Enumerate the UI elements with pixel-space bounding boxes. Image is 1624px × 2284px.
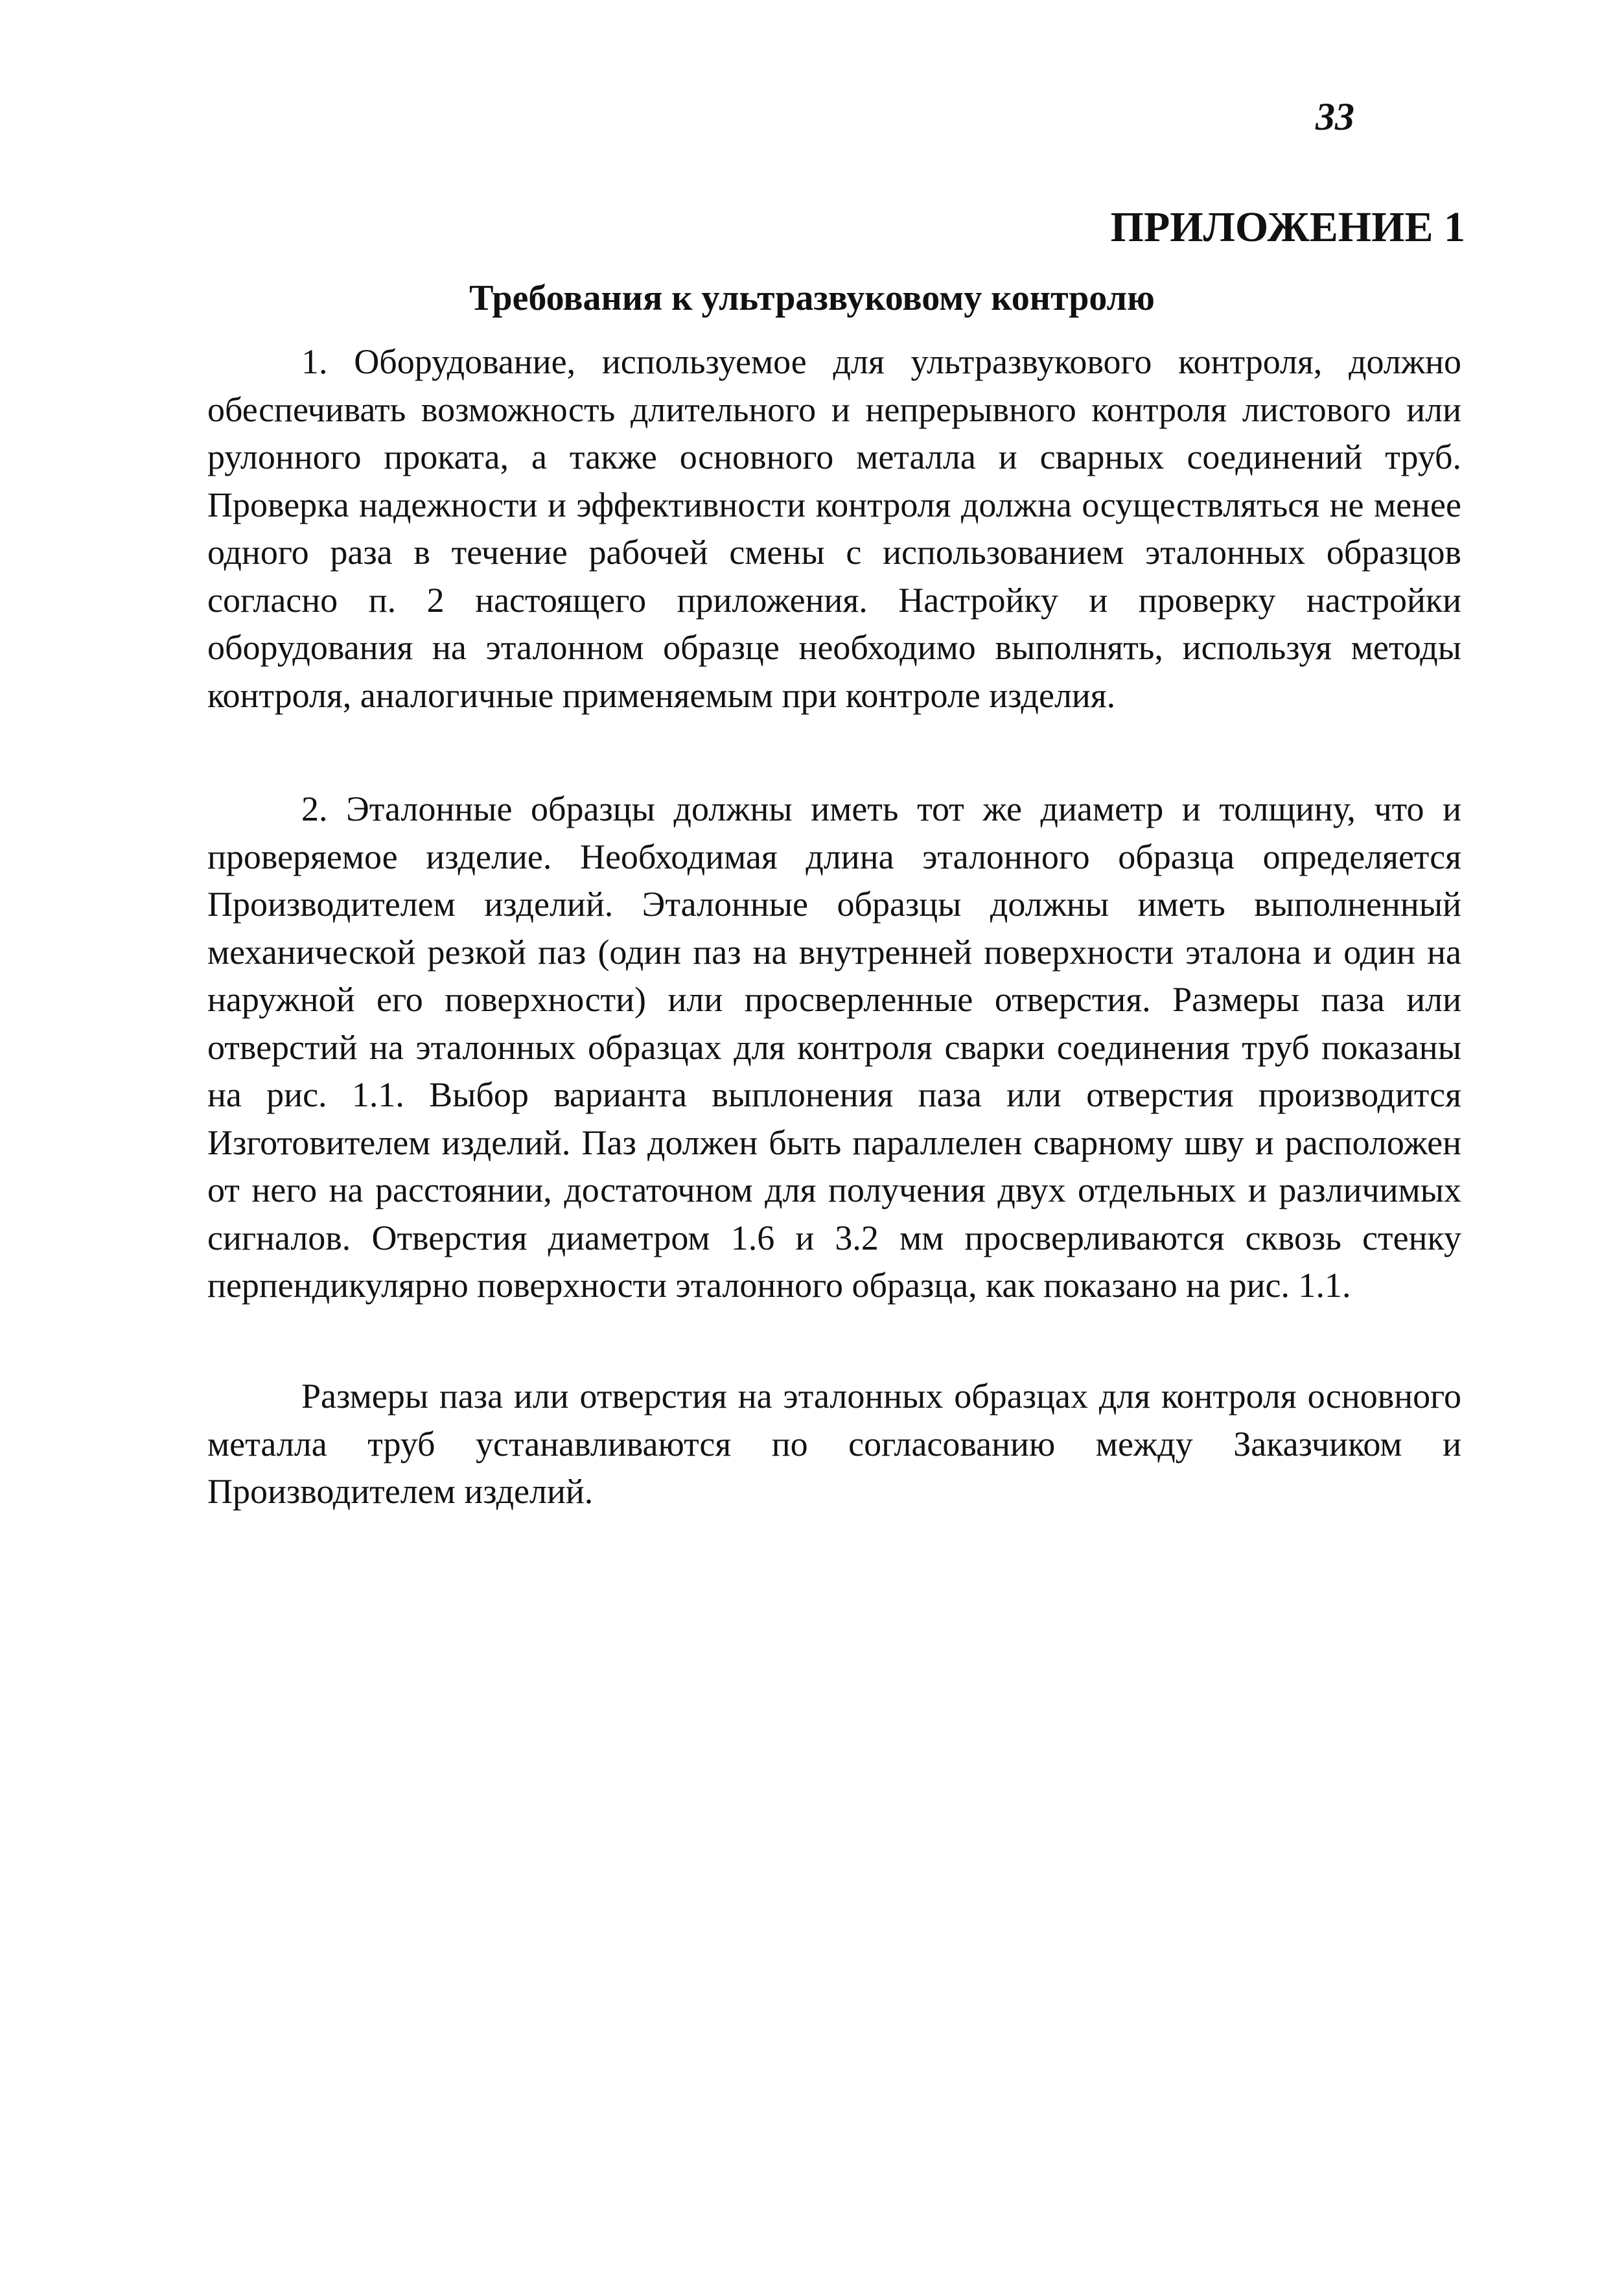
- section-heading: Требования к ультразвуковому контролю: [469, 278, 1155, 318]
- appendix-title: ПРИЛОЖЕНИЕ 1: [1110, 204, 1465, 251]
- paragraph-base-metal: [207, 1373, 1461, 1516]
- page-number: 33: [1316, 95, 1354, 138]
- paragraph-text: Размеры паза или отверстия на эталонных образцах для контроля основного металла труб устанавливаются по согласованию между Заказчиком и Производителем изделий.: [207, 1377, 1461, 1511]
- paragraph-text: 2. Эталонные образцы должны иметь тот же диаметр и толщину, что и проверяемое изделие. Необходимая длина эталонного образца определяется Производителем изделий. Эталонные образцы должны иметь выполненный механической резкой паз (один паз на внутренней поверхности эталона и один на наружной его поверхности) или просверленные отверстия. Размеры паза или отверстий на эталонных образцах для контроля сварки соединения труб показаны на рис. 1.1. Выбор варианта выплонения паза или отверстия производится Изготовителем изделий. Паз должен быть параллелен сварному шву и расположен от него на расстоянии, достаточном для получения двух отдельных и различимых сигналов. Отверстия диаметром 1.6 и 3.2 мм просверливаются сквозь стенку перпендикулярно поверхности эталонного образца, как показано на рис. 1.1.: [207, 789, 1461, 1305]
- paragraph-equipment: [207, 338, 1461, 719]
- paragraph-reference-samples: [207, 786, 1461, 1310]
- paragraph-text: 1. Оборудование, используемое для ультразвукового контроля, должно обеспечивать возможность длительного и непрерывного контроля листового или рулонного проката, а также основного металла и сварных соединений труб. Проверка надежности и эффективности контроля должна осуществляться не менее одного раза в течение рабочей смены с использованием эталонных образцов согласно п. 2 настоящего приложения. Настройку и проверку настройки оборудования на эталонном образце необходимо выполнять, используя методы контроля, аналогичные применяемым при контроле изделия.: [207, 342, 1461, 715]
